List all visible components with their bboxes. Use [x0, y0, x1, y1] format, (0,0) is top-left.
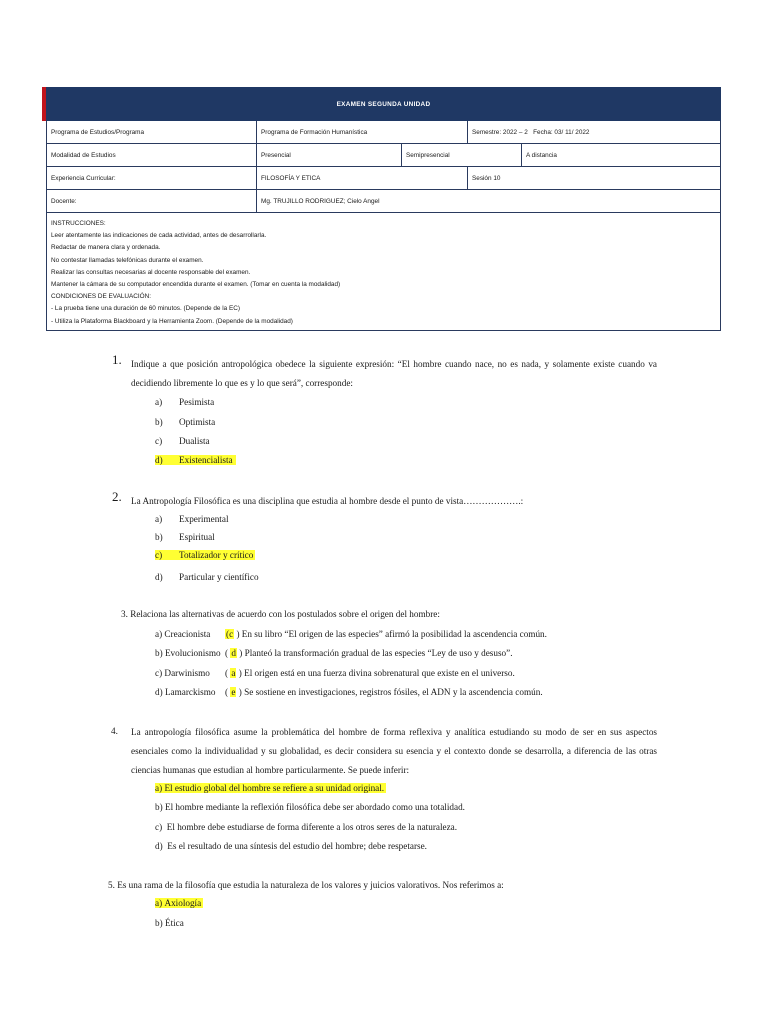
semester-value: Semestre: 2022 – 2 — [472, 128, 528, 136]
instructions-block — [47, 213, 721, 331]
question-3-row-a: a) Creacionista (c ) En su libro “El origen de las especies” afirmó la posibilidad la ascendencia común. — [155, 629, 547, 639]
condition-line: - La prueba tiene una duración de 60 minutos. (Depende de la EC) — [51, 305, 241, 313]
question-5-option-b[interactable]: b) Ética — [155, 918, 184, 928]
question-2-option-a[interactable]: a) Experimental — [155, 514, 229, 524]
question-3-row-d: d) Lamarckismo ( e ) Se sostiene en investigaciones, registros fósiles, el ADN y la ascendencia común. — [155, 687, 543, 697]
question-3-row-b: b) Evolucionismo ( d ) Planteó la transformación gradual de las especies “Ley de uso y desuso”. — [155, 648, 513, 658]
match-answer[interactable]: e — [231, 687, 236, 697]
teacher-value: Mg. TRUJILLO RODRIGUEZ; Cielo Angel — [257, 190, 721, 213]
question-2-number: 2. — [112, 489, 122, 504]
session-value: Sesión 10 — [468, 167, 721, 190]
question-2-option-c-selected[interactable]: c) Totalizador y crítico — [155, 550, 254, 560]
program-label: Programa de Estudios/Programa — [47, 121, 257, 144]
instruction-line: Realizar las consultas necesarias al docente responsable del examen. — [51, 268, 251, 276]
question-1-text: Indique a que posición antropológica obedece la siguiente expresión: “El hombre cuando nace, no es nada, y solamente existe cuando va decidiendo libremente lo que es y lo que será”, corresponde: — [131, 359, 657, 388]
modality-distancia: A distancia — [522, 144, 721, 167]
course-label: Experiencia Curricular: — [47, 167, 257, 190]
question-1-option-c[interactable]: c) Dualista — [155, 436, 210, 446]
question-5-option-a-selected[interactable]: a) Axiología — [155, 898, 202, 908]
question-4-option-a-selected[interactable]: a) El estudio global del hombre se refiere a su unidad original. — [155, 783, 385, 793]
instruction-line: Redactar de manera clara y ordenada. — [51, 244, 161, 252]
modality-label: Modalidad de Estudios — [47, 144, 257, 167]
match-answer[interactable]: a — [231, 668, 236, 678]
question-1-option-a[interactable]: a) Pesimista — [155, 397, 215, 407]
condition-line: - Utiliza la Plataforma Blackboard y la Herramienta Zoom. (Depende de la modalidad) — [51, 317, 293, 325]
question-1-number: 1. — [112, 352, 122, 367]
match-answer[interactable]: c — [229, 629, 234, 639]
question-3-row-c: c) Darwinismo ( a ) El origen está en una fuerza divina sobrenatural que existe en el universo. — [155, 668, 515, 678]
program-value: Programa de Formación Humanística — [257, 121, 468, 144]
question-2-option-b[interactable]: b) Espiritual — [155, 532, 215, 542]
question-2-text: La Antropología Filosófica es una disciplina que estudia al hombre desde el punto de vista……………….: — [131, 496, 524, 506]
question-4-number: 4. — [111, 726, 118, 736]
date-value: Fecha: 03/ 11/ 2022 — [533, 128, 590, 136]
question-5-text: 5. Es una rama de la filosofía que estudia la naturaleza de los valores y juicios valorativos. Nos referimos a: — [108, 880, 504, 890]
question-4-text: La antropología filosófica asume la problemática del hombre de forma reflexiva y analítica estudiando su modo de ser en sus aspectos esenciales como la individualidad y su globalidad, es decir considera su esencia y el contexto donde se desarrolla, a diferencia de las otras ciencias humanas que estudian al hombre particularmente. Se puede inferir: — [131, 727, 657, 775]
question-1-option-b[interactable]: b) Optimista — [155, 417, 216, 427]
teacher-label: Docente: — [47, 190, 257, 213]
question-4-option-c[interactable]: c) El hombre debe estudiarse de forma diferente a los otros seres de la naturaleza. — [155, 822, 458, 832]
modality-presencial: Presencial — [257, 144, 402, 167]
conditions-heading: CONDICIONES DE EVALUACIÓN: — [51, 293, 152, 301]
course-value: FILOSOFÍA Y ETICA — [257, 167, 468, 190]
instruction-line: Mantener la cámara de su computador encendida durante el examen. (Tomar en cuenta la modalidad) — [51, 281, 341, 289]
instruction-line: No contestar llamadas telefónicas durante el examen. — [51, 256, 204, 264]
question-4-option-d[interactable]: d) Es el resultado de una síntesis del estudio del hombre; debe respetarse. — [155, 841, 427, 851]
exam-title: EXAMEN SEGUNDA UNIDAD — [47, 88, 721, 121]
match-answer[interactable]: d — [231, 648, 236, 658]
question-2-option-d[interactable]: d) Particular y científico — [155, 572, 259, 582]
question-3-text: 3. Relaciona las alternativas de acuerdo con los postulados sobre el origen del hombre: — [121, 609, 440, 619]
modality-semipresencial: Semipresencial — [402, 144, 522, 167]
semester-date-cell — [468, 121, 721, 144]
exam-header-table — [46, 87, 721, 331]
instruction-line: Leer atentamente las indicaciones de cada actividad, antes de desarrollarla. — [51, 232, 267, 240]
question-4-option-b[interactable]: b) El hombre mediante la reflexión filosófica debe ser abordado como una totalidad. — [155, 802, 465, 812]
instructions-heading: INSTRUCCIONES: — [51, 220, 106, 227]
question-1-option-d-selected[interactable]: d) Existencialista — [155, 455, 236, 465]
